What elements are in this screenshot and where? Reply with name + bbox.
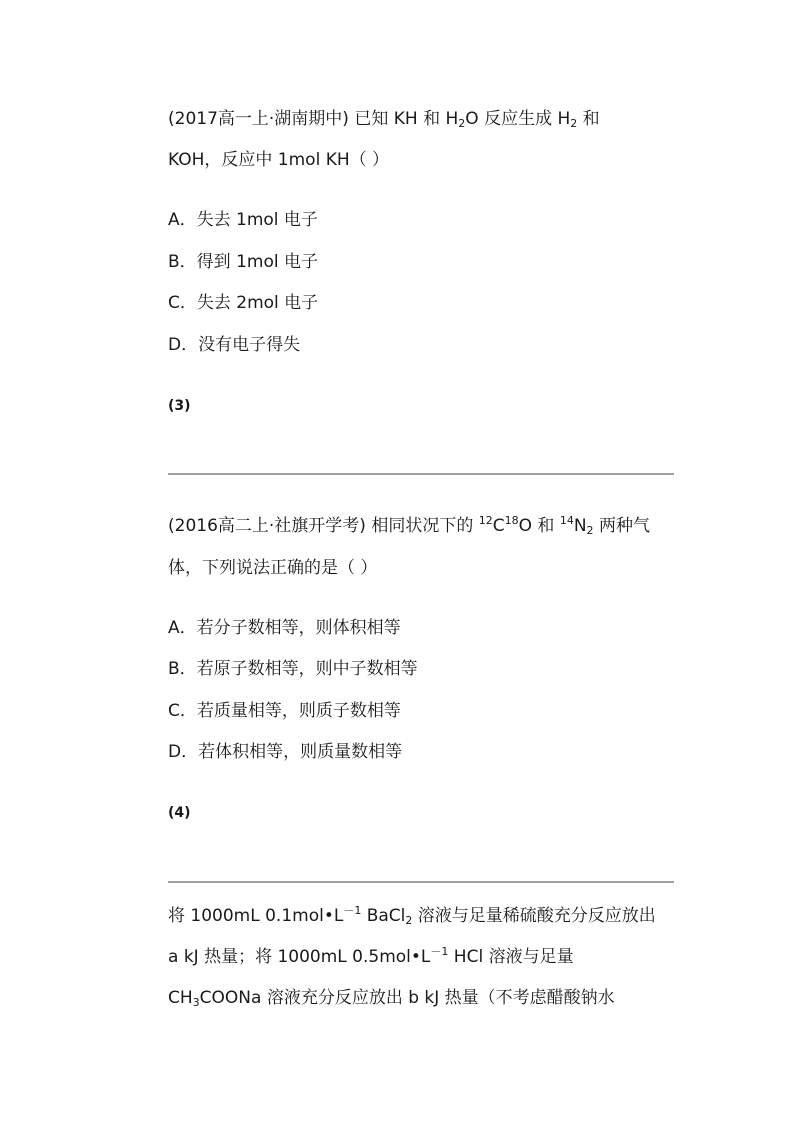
q3-source: (2016高二上·社旗开学考) [168,516,366,536]
q3-option-d: D．若体积相等，则质量数相等 [168,742,403,762]
q3-stem-text: 相同状况下的 [371,516,479,536]
q2-stem-text: 和 [577,109,600,129]
q3-stem-text: N [573,516,587,536]
divider [168,881,674,883]
q3-stem-line2: 体，下列说法正确的是（ ） [168,558,378,578]
q3-option-a: A．若分子数相等，则体积相等 [168,618,401,638]
q3-stem-text: O 和 [518,516,560,536]
divider [168,473,674,475]
q2-stem-line1 [168,107,600,131]
q3-stem-text: C [492,516,505,536]
q4-stem-text: CH [168,988,193,1008]
q4-superscript: －1 [343,904,362,917]
q2-stem-text: O 反应生成 H [465,109,571,129]
q3-option-c: C．若质量相等，则质子数相等 [168,701,401,721]
q2-option-c: C．失去 2mol 电子 [168,293,319,313]
q2-source: (2017高一上·湖南期中) [168,109,349,129]
document-page [168,0,674,1123]
q4-stem-text: COONa 溶液充分反应放出 b kJ 热量（不考虑醋酸钠水 [199,988,615,1008]
q4-stem-text: 溶液与足量稀硫酸充分反应放出 [412,906,656,926]
q3-superscript: 18 [504,514,519,527]
q4-stem-text: HCl 溶液与足量 [448,947,574,967]
q4-stem-line2 [168,945,574,969]
q4-stem-text: BaCl [361,906,406,926]
q4-superscript: －1 [430,945,449,958]
q2-stem-text: 已知 KH 和 H [354,109,459,129]
q3-stem-line1 [168,514,650,538]
q4-number: (4) [168,805,191,821]
q3-superscript: 12 [478,514,493,527]
q4-stem-text: 将 1000mL 0.1mol•L [168,906,344,926]
q3-superscript: 14 [559,514,574,527]
q2-subscript: 2 [570,117,578,130]
q3-stem-text: 两种气 [593,516,650,536]
q3-option-b: B．若原子数相等，则中子数相等 [168,659,418,679]
q2-stem-line2: KOH，反应中 1mol KH（ ） [168,150,390,170]
q3-subscript: 2 [586,524,594,537]
q4-stem-line1 [168,904,656,928]
q4-stem-line3 [168,986,615,1010]
q2-option-a: A．失去 1mol 电子 [168,210,318,230]
q2-subscript: 2 [458,117,466,130]
q2-option-d: D．没有电子得失 [168,335,301,355]
q2-option-b: B．得到 1mol 电子 [168,252,318,272]
q4-subscript: 3 [192,996,200,1009]
q4-subscript: 2 [405,914,413,927]
q4-stem-text: a kJ 热量；将 1000mL 0.5mol•L [168,947,431,967]
q3-number: (3) [168,398,191,414]
